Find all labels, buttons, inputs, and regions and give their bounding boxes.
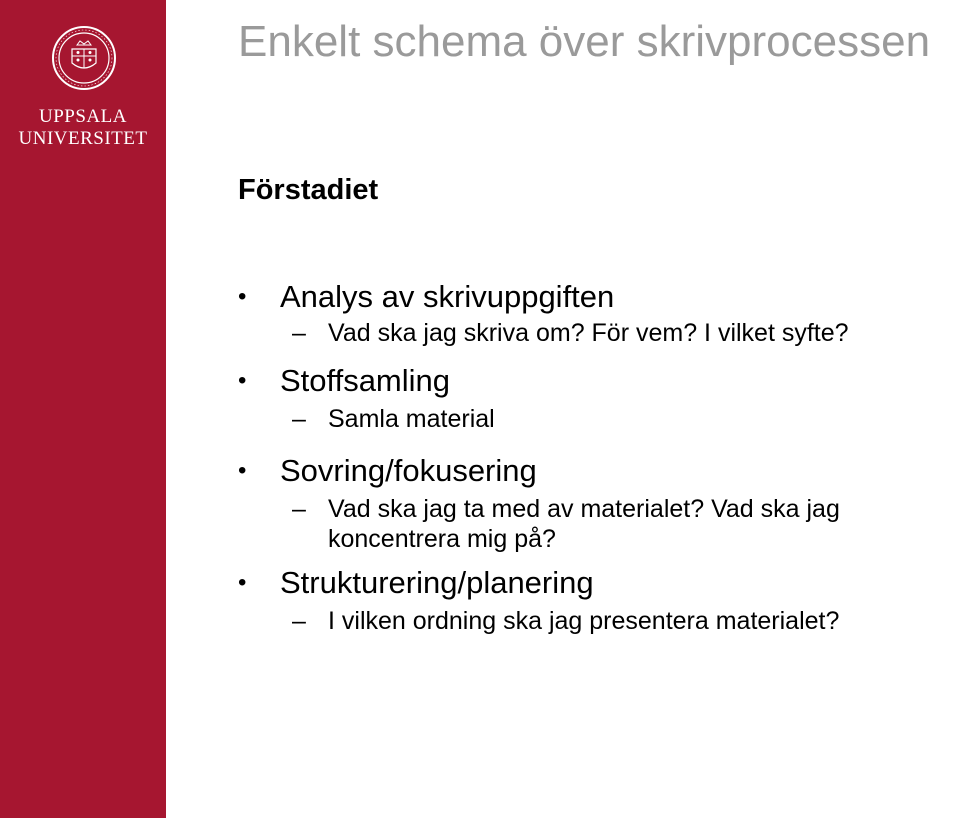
bullet-dot: • bbox=[238, 457, 247, 484]
bullet-item bbox=[236, 564, 956, 602]
university-seal-icon bbox=[51, 25, 117, 91]
bullet-text: Stoffsamling bbox=[280, 363, 451, 398]
bullet-item bbox=[236, 452, 956, 490]
sub-text: I vilken ordning ska jag presentera materialet? bbox=[328, 607, 840, 635]
logo-line-2: UNIVERSITET bbox=[18, 128, 148, 149]
bullet-item bbox=[236, 362, 956, 400]
sub-dash: – bbox=[292, 495, 306, 523]
sub-item bbox=[236, 404, 956, 434]
bullet-dot: • bbox=[238, 367, 247, 394]
sub-item bbox=[236, 606, 956, 636]
sub-dash: – bbox=[292, 607, 306, 635]
slide-title: Enkelt schema över skrivprocessen bbox=[238, 17, 931, 66]
bullet-dot: • bbox=[238, 569, 247, 596]
bullet-outline bbox=[236, 278, 956, 636]
bullet-text: Strukturering/planering bbox=[280, 565, 594, 600]
bullet-text: Sovring/fokusering bbox=[280, 453, 537, 488]
sidebar bbox=[0, 0, 166, 818]
bullet-dot: • bbox=[238, 283, 247, 310]
sub-text: Vad ska jag skriva om? För vem? I vilket syfte? bbox=[328, 319, 849, 347]
sub-dash: – bbox=[292, 405, 306, 433]
sub-item bbox=[236, 494, 956, 554]
sub-dash: – bbox=[292, 319, 306, 347]
bullet-item bbox=[236, 278, 956, 316]
slide-subtitle: Förstadiet bbox=[238, 174, 379, 206]
sub-text: Samla material bbox=[328, 405, 495, 433]
bullet-text: Analys av skrivuppgiften bbox=[280, 279, 615, 314]
sub-text: Vad ska jag ta med av materialet? Vad ska jag koncentrera mig på? bbox=[328, 495, 840, 553]
sub-item bbox=[236, 318, 956, 348]
logo-line-1: UPPSALA bbox=[39, 106, 127, 127]
